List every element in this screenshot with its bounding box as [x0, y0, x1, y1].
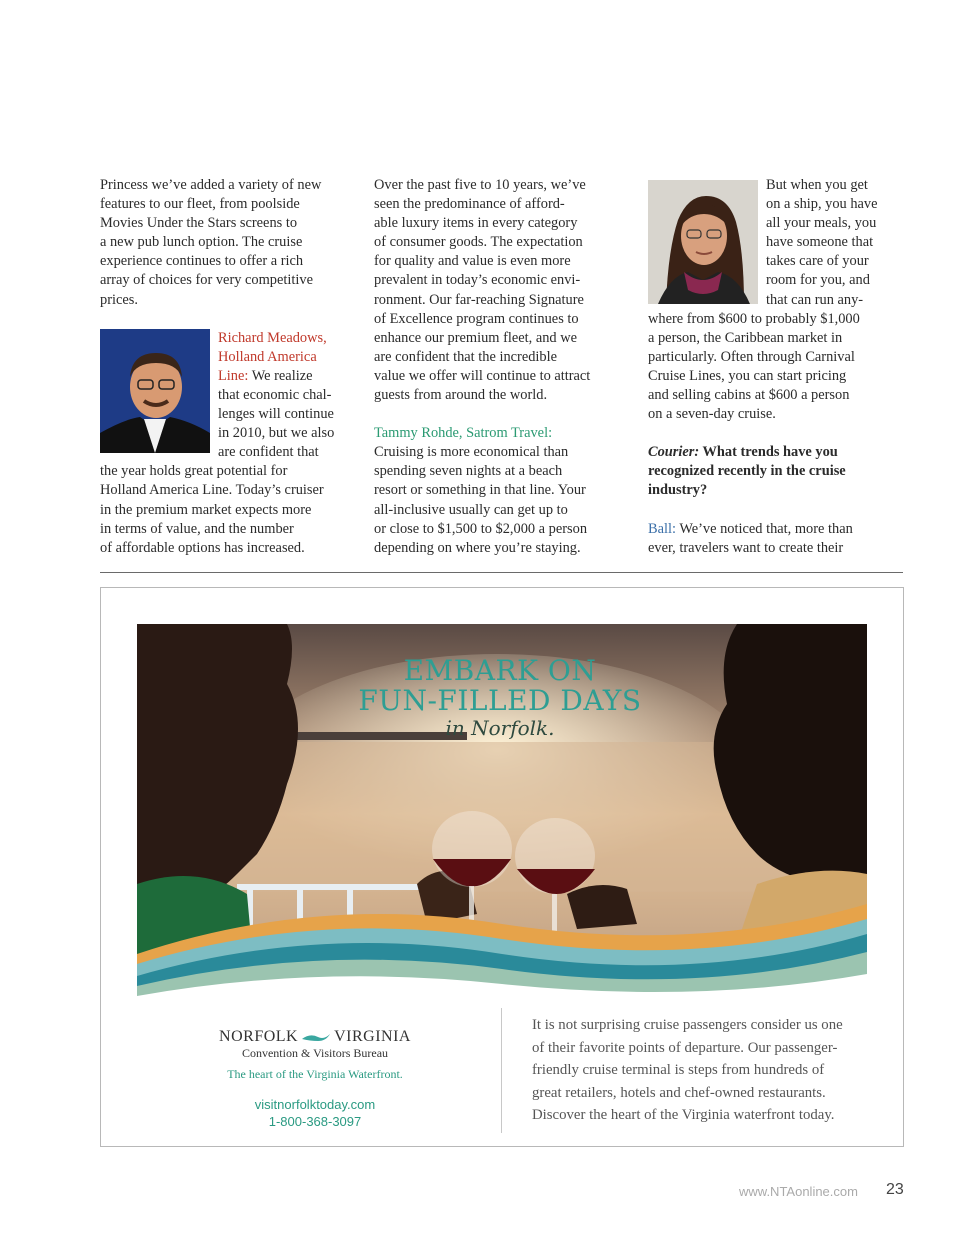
para: all-inclusive usually can get up to: [374, 501, 568, 518]
para: that can run any-: [766, 291, 864, 308]
para: for quality and value is even more: [374, 253, 571, 270]
para: of Excellence program continues to: [374, 310, 579, 327]
courier-question: Courier: What trends have you: [648, 444, 838, 461]
para: room for you, and: [766, 272, 870, 289]
para: and selling cabins at $600 a person: [648, 387, 850, 404]
para: of affordable options has increased.: [100, 539, 305, 556]
para: spending seven nights at a beach: [374, 463, 563, 480]
para: Holland America Line. Today’s cruiser: [100, 482, 324, 499]
ad-phone: 1-800-368-3097: [268, 1114, 362, 1129]
para: Movies Under the Stars screens to: [100, 215, 298, 232]
para: ronment. Our far-reaching Signature: [374, 291, 584, 308]
para: a new pub lunch option. The cruise: [100, 234, 303, 251]
para: prevalent in today’s economic envi-: [374, 272, 581, 289]
richard-meadows-photo: [100, 329, 210, 453]
para: that economic chal-: [218, 386, 332, 403]
para: or close to $1,500 to $2,000 a person: [374, 520, 588, 537]
section-divider: [100, 572, 903, 573]
para: particularly. Often through Carnival: [648, 348, 855, 365]
ad-subheadline: in Norfolk.: [445, 716, 555, 740]
para: in terms of value, and the number: [100, 520, 294, 537]
para: experience continues to offer a rich: [100, 253, 304, 270]
para: in 2010, but we also: [218, 425, 335, 442]
para: value we offer will continue to attract: [374, 367, 591, 384]
para: on a ship, you have: [766, 196, 878, 213]
courier-question-line: recognized recently in the cruise: [648, 463, 846, 480]
para: able luxury items in every category: [374, 215, 578, 232]
meadows-line: Holland America: [218, 348, 317, 365]
para: the year holds great potential for: [100, 463, 288, 480]
ad-url-link[interactable]: visitnorfolktoday.com: [254, 1097, 376, 1112]
para: But when you get: [766, 177, 868, 193]
para: Over the past five to 10 years, we’ve: [374, 177, 586, 193]
para: Cruising is more economical than: [374, 444, 569, 461]
para: of consumer goods. The expectation: [374, 234, 583, 251]
ad-contact: [210, 1096, 420, 1130]
para: ever, travelers want to create their: [648, 539, 844, 556]
para: have someone that: [766, 234, 874, 251]
para: resort or something in that line. Your: [374, 482, 586, 499]
para: Princess we’ve added a variety of new: [100, 177, 322, 193]
para: takes care of your: [766, 253, 869, 270]
para: all your meals, you: [766, 215, 877, 232]
para: in the premium market expects more: [100, 501, 312, 518]
para: seen the predominance of afford-: [374, 196, 565, 213]
para: are confident that the incredible: [374, 348, 557, 365]
para: features to our fleet, from poolside: [100, 196, 300, 213]
para: are confident that: [218, 444, 319, 461]
para: Cruise Lines, you can start pricing: [648, 367, 847, 384]
article-column-2: [374, 176, 632, 558]
para: array of choices for very competitive: [100, 272, 313, 289]
tammy-rohde-photo: [648, 180, 758, 304]
meadows-line: Richard Meadows,: [218, 329, 327, 346]
article-column-1: [100, 176, 358, 558]
para: prices.: [100, 291, 138, 308]
para: depending on where you’re staying.: [374, 539, 581, 556]
meadows-line: Line: We realize: [218, 367, 313, 384]
tammy-rohde-name: Tammy Rohde, Satrom Travel:: [374, 425, 553, 442]
para: a person, the Caribbean market in: [648, 329, 843, 346]
ad-divider: [501, 1008, 502, 1133]
ad-tagline: The heart of the Virginia Waterfront.: [227, 1067, 403, 1081]
ball-answer: Ball: We’ve noticed that, more than: [648, 520, 853, 537]
para: enhance our premium fleet, and we: [374, 329, 577, 346]
norfolk-cvb-logo: NORFOLK VIRGINIA Convention & Visitors Bureau The heart of the Virginia Waterfront.: [210, 1028, 420, 1082]
page-number: 23: [886, 1181, 904, 1198]
ad-headline: EMBARK ON FUN-FILLED DAYS: [358, 654, 642, 717]
para: on a seven-day cruise.: [648, 406, 776, 423]
para: guests from around the world.: [374, 387, 548, 404]
ad-body-copy: It is not surprising cruise passengers consider us one of their favorite points of departure. Our passenger- friendly cruise terminal is steps from hundreds of great retailers, hotels and chef-owned restaurants. Discover the heart of the Virginia waterfront today.: [532, 1017, 843, 1123]
mermaid-icon: [300, 1031, 332, 1043]
footer-website[interactable]: www.NTAonline.com: [739, 1184, 858, 1199]
para: lenges will continue: [218, 406, 334, 423]
article-column-3: [648, 176, 906, 558]
para: where from $600 to probably $1,000: [648, 310, 860, 327]
courier-question-line: industry?: [648, 482, 708, 499]
